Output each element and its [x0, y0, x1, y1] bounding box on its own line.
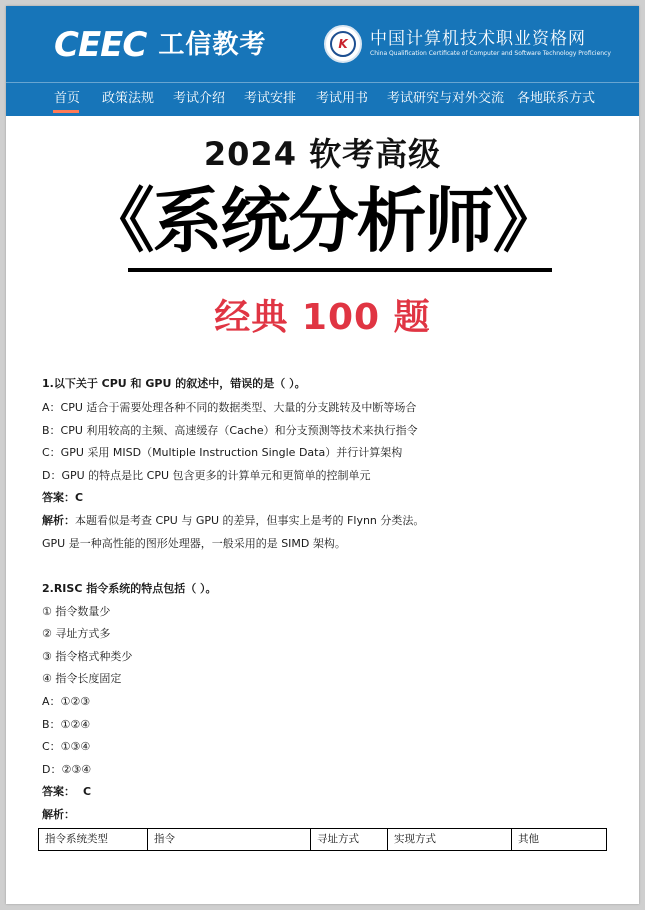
logo-mark: CEEC	[54, 25, 147, 65]
risc-cisc-table	[38, 828, 607, 851]
q2-option-b: B：①②④	[42, 718, 91, 731]
nav-exam-schedule[interactable]: 考试安排	[244, 91, 297, 106]
table-header-type: 指令系统类型	[39, 829, 148, 850]
q1-option-a: A：CPU 适合于需要处理各种不同的数据类型、大量的分支跳转及中断等场合	[42, 401, 417, 414]
q2-option-a: A：①②③	[42, 695, 91, 708]
q1-analysis-1: 本题看似是考查 CPU 与 GPU 的差异，但事实上是考的 Flynn 分类法。	[75, 514, 425, 527]
nav-policy[interactable]: 政策法规	[102, 91, 155, 106]
header-divider	[6, 82, 639, 83]
cover-subtitle: 2024 软考高级	[203, 135, 442, 173]
org-branding[interactable]	[324, 25, 611, 63]
nav-home[interactable]: 首页	[54, 91, 81, 106]
org-seal-icon	[324, 25, 362, 63]
q1-option-b: B：CPU 利用较高的主频、高速缓存（Cache）和分支预测等技术来执行指令	[42, 424, 418, 437]
nav-active-indicator	[53, 110, 79, 113]
cover-tagline: 经典 100 题	[214, 297, 431, 338]
logo-name: 工信教考	[158, 30, 267, 60]
q2-item-4: ④ 指令长度固定	[42, 672, 122, 685]
nav-exam-books[interactable]: 考试用书	[316, 91, 369, 106]
q1-answer-label: 答案：	[42, 491, 75, 504]
org-name-cn: 中国计算机技术职业资格网	[370, 29, 586, 49]
cover-title: 《系统分析师》	[84, 180, 561, 262]
site-header	[6, 6, 639, 116]
main-nav	[6, 84, 639, 116]
q2-answer-line	[42, 785, 91, 799]
table-header-addressing: 寻址方式	[311, 829, 388, 850]
q2-answer: C	[83, 785, 92, 798]
q1-answer-line	[42, 491, 83, 505]
title-underline	[128, 268, 552, 272]
document-page	[6, 6, 639, 904]
q1-answer: C	[75, 491, 84, 504]
nav-contacts[interactable]: 各地联系方式	[517, 91, 596, 106]
q1-stem: 1.以下关于 CPU 和 GPU 的叙述中，错误的是（ ）。	[42, 377, 306, 390]
q2-item-2: ② 寻址方式多	[42, 627, 111, 640]
q2-answer-label: 答案：	[42, 785, 75, 798]
q1-analysis-2: GPU 是一种高性能的图形处理器，一般采用的是 SIMD 架构。	[42, 537, 346, 550]
ceec-logo[interactable]	[54, 25, 266, 65]
seal-letter: K	[330, 31, 356, 57]
q2-item-3: ③ 指令格式种类少	[42, 650, 133, 663]
q2-analysis-label: 解析：	[42, 808, 75, 821]
q1-option-d: D：GPU 的特点是比 CPU 包含更多的计算单元和更简单的控制单元	[42, 469, 371, 482]
q2-option-d: D：②③④	[42, 763, 92, 776]
table-header-implementation: 实现方式	[388, 829, 512, 850]
nav-exam-intro[interactable]: 考试介绍	[173, 91, 226, 106]
table-header-other: 其他	[518, 833, 539, 845]
q2-item-1: ① 指令数量少	[42, 605, 111, 618]
q1-analysis-label: 解析：	[42, 514, 75, 527]
nav-research[interactable]: 考试研究与对外交流	[387, 91, 505, 106]
q2-stem: 2.RISC 指令系统的特点包括（ ）。	[42, 582, 217, 595]
q1-analysis-line	[42, 514, 424, 528]
q1-option-c: C：GPU 采用 MISD（Multiple Instruction Single Data）并行计算架构	[42, 446, 403, 459]
table-header-instruction: 指令	[148, 829, 311, 850]
org-name-en: China Qualification Certificate of Computer and Software Technology Proficiency	[370, 50, 611, 57]
q2-option-c: C：①③④	[42, 740, 91, 753]
